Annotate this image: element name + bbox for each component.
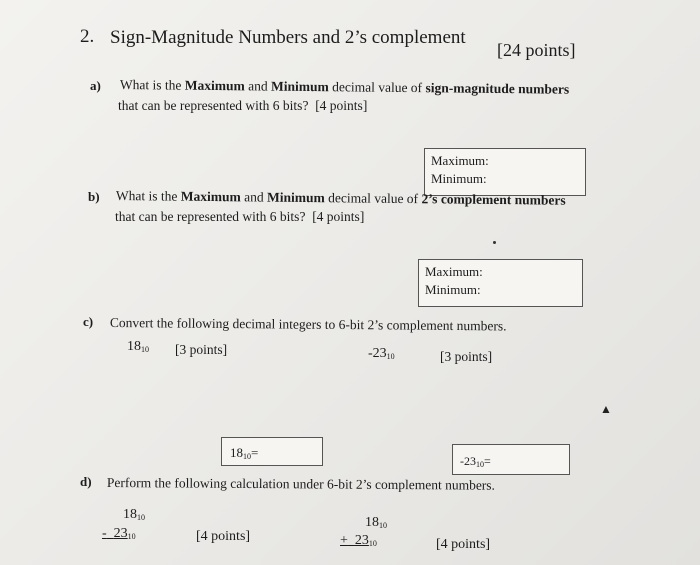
calc-1-bottom — [102, 526, 136, 542]
part-a-answer-box[interactable] — [424, 148, 586, 196]
part-a-label: a) — [90, 78, 101, 93]
calc-2-bottom-base: 10 — [368, 539, 377, 548]
part-d-label: d) — [80, 474, 92, 489]
calc-2-top-value: 18 — [365, 515, 379, 530]
part-b-text-2: and — [240, 189, 268, 205]
part-b-points: [4 points] — [312, 209, 365, 224]
stray-mark — [493, 241, 496, 244]
calc-1-bottom-value: 23 — [113, 526, 128, 541]
part-d-question: Perform the following calculation under 6-bit 2’s complement numbers. — [106, 474, 496, 493]
calc-1-top-base: 10 — [137, 513, 145, 522]
part-c-box1-num: 18 — [230, 445, 243, 460]
part-c-box1-eq: = — [251, 445, 259, 460]
question-number: 2. — [80, 26, 95, 47]
part-a-maximum-word: Maximum — [184, 77, 245, 94]
part-a-line2-text: that can be represented with 6 bits? — [118, 98, 309, 113]
calc-2-points: [4 points] — [436, 537, 491, 552]
part-c-n1-base: 10 — [141, 345, 149, 354]
part-c-n1-value: 18 — [127, 339, 141, 354]
part-a-points: [4 points] — [315, 98, 368, 113]
calc-1-top — [123, 507, 145, 523]
part-b-question-line2 — [115, 208, 364, 225]
cursor-arrow-icon: ▲ — [600, 402, 612, 416]
part-c-n1-points: [3 points] — [175, 342, 228, 357]
part-b-line2-text: that can be represented with 6 bits? — [115, 209, 306, 224]
part-b-minimum-label: Minimum: — [425, 282, 481, 297]
part-c-box2-num: -23 — [460, 454, 476, 468]
part-c-n2-base: 10 — [386, 352, 395, 361]
calc-1-top-value: 18 — [123, 507, 137, 522]
part-b-maximum-word: Maximum — [180, 188, 241, 205]
part-b-question-line1 — [116, 187, 566, 209]
part-b-text-3: decimal value of — [324, 190, 422, 207]
part-c-number-1 — [127, 339, 149, 355]
part-a-number-type: sign-magnitude numbers — [425, 80, 570, 97]
part-c-box2-base: 10 — [476, 460, 484, 469]
part-c-box2-text — [460, 454, 491, 468]
part-c-box2-eq: = — [484, 454, 491, 468]
part-c-label: c) — [83, 314, 94, 329]
calc-1-operator: - — [102, 526, 107, 541]
part-b-text-1: What is the — [115, 187, 181, 204]
part-c-n2-points: [3 points] — [440, 349, 493, 364]
part-c-answer-box-2[interactable] — [452, 444, 570, 475]
calc-2-top-base: 10 — [379, 521, 387, 530]
part-b-maximum-label: Maximum: — [425, 264, 483, 279]
calc-2-bottom — [340, 533, 377, 549]
part-a-text-1: What is the — [119, 76, 185, 93]
part-c-box1-text — [230, 445, 258, 460]
part-b-label: b) — [88, 189, 100, 204]
part-b-answer-box[interactable] — [418, 259, 583, 307]
question-title: Sign-Magnitude Numbers and 2’s complement — [110, 27, 466, 48]
part-b-minimum-word: Minimum — [266, 189, 325, 206]
part-c-box1-base: 10 — [243, 452, 251, 461]
part-a-question-line1 — [120, 76, 569, 98]
part-a-minimum-word: Minimum — [270, 78, 329, 95]
calc-1-points: [4 points] — [196, 529, 251, 544]
part-a-maximum-label: Maximum: — [431, 153, 489, 168]
calc-2-top — [365, 515, 387, 531]
part-c-number-2 — [368, 346, 395, 362]
part-a-text-2: and — [244, 78, 272, 94]
part-b-number-type: 2’s complement numbers — [421, 191, 566, 208]
part-a-question-line2 — [118, 97, 367, 114]
part-a-text-3: decimal value of — [328, 79, 426, 96]
calc-2-bottom-value: 23 — [354, 533, 369, 548]
part-c-question: Convert the following decimal integers to 6-bit 2’s complement numbers. — [109, 314, 507, 334]
part-a-minimum-label: Minimum: — [431, 171, 487, 186]
part-c-answer-box-1[interactable] — [221, 437, 323, 466]
question-points: [24 points] — [497, 40, 576, 60]
part-c-n2-value: -23 — [368, 346, 387, 361]
calc-1-bottom-base: 10 — [127, 532, 136, 541]
calc-2-operator: + — [340, 533, 348, 548]
